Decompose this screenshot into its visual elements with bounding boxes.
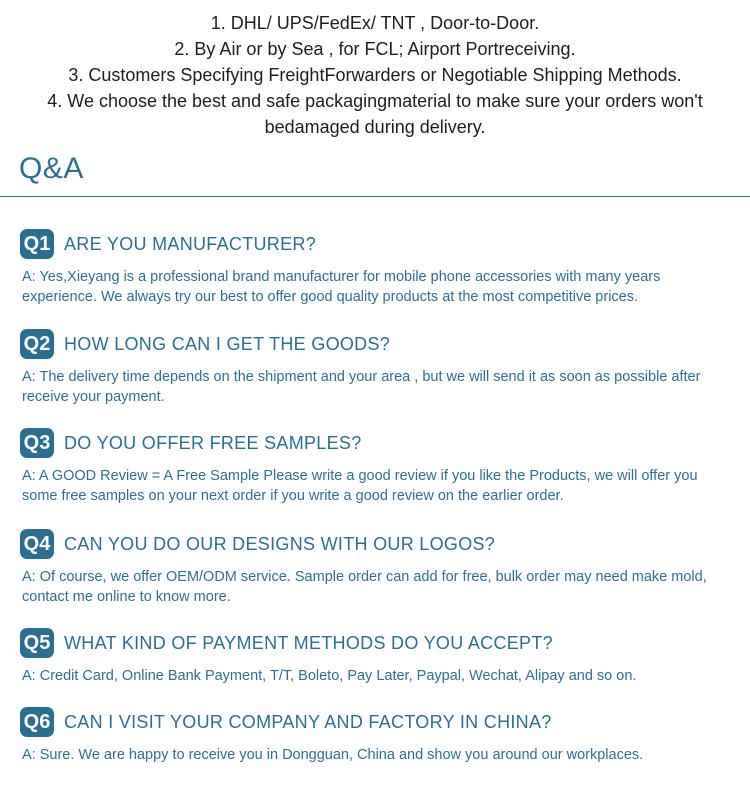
question-text: CAN I VISIT YOUR COMPANY AND FACTORY IN CHINA?: [64, 712, 552, 732]
answer-text: A: Sure. We are happy to receive you in Dongguan, China and show you around our workplaces.: [22, 747, 644, 763]
question-text: ARE YOU MANUFACTURER?: [64, 234, 317, 254]
answer-text: A: Of course, we offer OEM/ODM service. Sample order can add for free, bulk order may need make mold, contact me online to know more.: [22, 569, 707, 605]
question-badge: Q5: [20, 628, 54, 658]
question-text: DO YOU OFFER FREE SAMPLES?: [64, 433, 362, 453]
shipping-info: [0, 10, 750, 140]
faq-header: [0, 329, 750, 361]
answer-text: A: Credit Card, Online Bank Payment, T/T, Boleto, Pay Later, Paypal, Wechat, Alipay and so on.: [22, 668, 637, 684]
faq-item-q6: [0, 707, 750, 763]
faq-item-q2: [0, 329, 750, 405]
question-badge: Q2: [20, 329, 54, 359]
faq-item-q3: [0, 428, 750, 504]
faq-item-q1: [0, 229, 750, 305]
faq-header: [0, 707, 750, 739]
question-text: CAN YOU DO OUR DESIGNS WITH OUR LOGOS?: [64, 534, 496, 554]
faq-item-q4: [0, 529, 750, 605]
shipping-line: 4. We choose the best and safe packagingmaterial to make sure your orders won't: [47, 91, 703, 111]
question-badge: Q4: [20, 529, 54, 559]
faq-header: [0, 628, 750, 660]
qa-title: Q&A: [19, 152, 84, 185]
answer-text: A: Yes,Xieyang is a professional brand manufacturer for mobile phone accessories with many years experience. We always try our best to offer good quality products at the most competitive prices.: [22, 269, 661, 305]
shipping-line: 3. Customers Specifying FreightForwarders or Negotiable Shipping Methods.: [68, 65, 682, 85]
question-text: HOW LONG CAN I GET THE GOODS?: [64, 334, 391, 354]
faq-header: [0, 428, 750, 460]
shipping-line: bedamaged during delivery.: [264, 117, 486, 137]
question-text: WHAT KIND OF PAYMENT METHODS DO YOU ACCEPT?: [64, 633, 553, 653]
faq-header: [0, 229, 750, 261]
question-badge: Q1: [20, 229, 54, 259]
question-badge: Q3: [20, 428, 54, 458]
answer-text: A: A GOOD Review = A Free Sample Please write a good review if you like the Products, we will offer you some free samples on your next order if you write a good review on the earlier order.: [22, 468, 698, 504]
shipping-line: 1. DHL/ UPS/FedEx/ TNT , Door-to-Door.: [210, 13, 540, 33]
qa-divider: [0, 196, 750, 197]
faq-header: [0, 529, 750, 561]
shipping-line: 2. By Air or by Sea , for FCL; Airport Portreceiving.: [174, 39, 576, 59]
faq-item-q5: [0, 628, 750, 684]
question-badge: Q6: [20, 707, 54, 737]
answer-text: A: The delivery time depends on the shipment and your area , but we will send it as soon as possible after receive your payment.: [22, 369, 701, 405]
